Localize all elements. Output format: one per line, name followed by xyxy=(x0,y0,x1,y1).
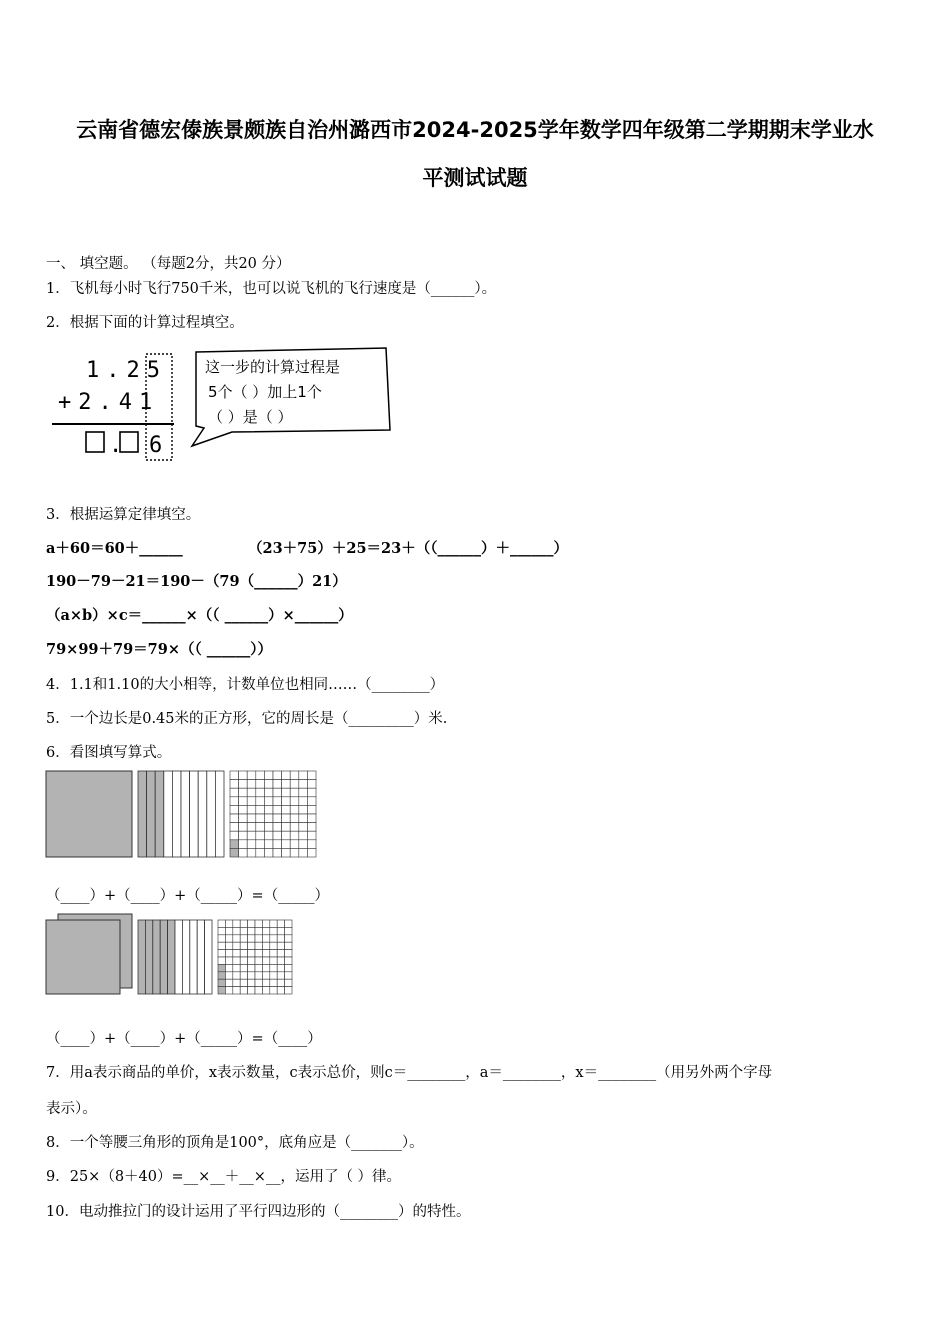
tenth-column xyxy=(205,920,212,994)
hundredth-cell xyxy=(255,979,262,986)
section-heading: 一、 填空题。 （每题2分，共20 分） xyxy=(46,256,291,272)
hundredth-cell xyxy=(225,964,232,971)
hundredth-cell xyxy=(230,780,239,789)
hundredth-cell xyxy=(262,957,269,964)
hundredth-cell xyxy=(248,935,255,942)
hundredth-cell xyxy=(239,823,248,832)
hundredth-cell xyxy=(277,927,284,934)
bubble-text-2: 5个（ ）加上1个 xyxy=(208,383,322,401)
svg-text:.: . xyxy=(109,433,123,458)
hundredth-cell xyxy=(239,848,248,857)
hundredth-cell xyxy=(233,979,240,986)
hundredth-cell xyxy=(270,927,277,934)
hundredth-cell xyxy=(239,797,248,806)
hundredth-cell xyxy=(230,848,239,857)
hundredth-cell xyxy=(239,831,248,840)
hundredth-cell xyxy=(247,848,256,857)
hundredth-cell xyxy=(255,935,262,942)
tenth-column xyxy=(175,920,182,994)
hundredth-cell xyxy=(290,788,299,797)
hundredth-cell xyxy=(247,823,256,832)
question-3-c: 190－79－21＝190－（79（______）21） xyxy=(46,573,347,590)
hundredth-cell xyxy=(299,771,308,780)
hundredth-cell xyxy=(256,780,265,789)
hundredth-cell xyxy=(290,780,299,789)
hundredth-cell xyxy=(225,957,232,964)
hundredth-cell xyxy=(255,927,262,934)
hundredth-cell xyxy=(225,979,232,986)
hundredth-cell xyxy=(273,831,282,840)
hundredth-cell xyxy=(282,797,291,806)
hundredth-cell xyxy=(264,797,273,806)
hundredth-cell xyxy=(233,957,240,964)
hundredth-cell xyxy=(240,979,247,986)
hundredth-cell xyxy=(225,987,232,994)
hundredth-cell xyxy=(277,920,284,927)
hundredth-cell xyxy=(248,942,255,949)
hundredth-cell xyxy=(247,771,256,780)
hundredth-cell xyxy=(262,964,269,971)
hundredth-cell xyxy=(239,771,248,780)
hundredth-cell xyxy=(299,780,308,789)
hundredth-cell xyxy=(248,979,255,986)
hundredth-cell xyxy=(277,950,284,957)
hundredth-cell xyxy=(256,805,265,814)
hundredth-cell xyxy=(218,972,225,979)
question-3-a: a＋60＝60＋______ xyxy=(46,540,183,557)
hundredth-cell xyxy=(225,927,232,934)
question-2: 2．根据下面的计算过程填空。 xyxy=(46,315,244,331)
hundredth-cell xyxy=(262,942,269,949)
hundredth-cell xyxy=(290,831,299,840)
hundredth-cell xyxy=(285,957,292,964)
hundredth-cell xyxy=(230,814,239,823)
addend-1: 1.25 xyxy=(86,358,167,383)
hundredth-cell xyxy=(262,979,269,986)
hundredth-cell xyxy=(264,823,273,832)
hundredth-cell xyxy=(248,972,255,979)
hundredth-cell xyxy=(239,840,248,849)
hundredth-cell xyxy=(290,840,299,849)
hundredth-cell xyxy=(307,797,316,806)
hundredth-cell xyxy=(307,805,316,814)
hundredth-cell xyxy=(270,964,277,971)
hundredth-cell xyxy=(262,927,269,934)
question-6: 6．看图填写算式。 xyxy=(46,745,172,761)
tenth-column xyxy=(138,920,145,994)
hundredth-cell xyxy=(273,805,282,814)
tenth-column xyxy=(190,771,199,857)
hundredth-cell xyxy=(277,942,284,949)
hundredth-cell xyxy=(240,935,247,942)
figure-2-expression: （____）+（____）+（_____）=（____） xyxy=(46,1031,322,1047)
hundredth-cell xyxy=(285,979,292,986)
hundredth-cell xyxy=(264,848,273,857)
hundredth-cell xyxy=(240,950,247,957)
hundredth-cell xyxy=(262,987,269,994)
title-line-1: 云南省德宏傣族景颇族自治州潞西市2024-2025学年数学四年级第二学期期末学业水 xyxy=(76,118,874,142)
hundredth-cell xyxy=(273,771,282,780)
hundredth-cell xyxy=(285,935,292,942)
ones-square xyxy=(46,920,120,994)
hundredth-cell xyxy=(240,942,247,949)
hundredth-cell xyxy=(218,935,225,942)
hundredth-cell xyxy=(307,840,316,849)
hundredth-cell xyxy=(273,814,282,823)
hundredth-cell xyxy=(285,950,292,957)
tenth-column xyxy=(215,771,224,857)
hundredth-cell xyxy=(307,788,316,797)
hundredth-cell xyxy=(240,964,247,971)
hundredth-cell xyxy=(262,972,269,979)
hundredth-cell xyxy=(282,805,291,814)
hundredth-cell xyxy=(285,972,292,979)
place-value-figure-2 xyxy=(46,912,331,997)
hundredth-cell xyxy=(277,957,284,964)
question-3: 3．根据运算定律填空。 xyxy=(46,507,201,523)
hundredth-cell xyxy=(240,920,247,927)
hundredth-cell xyxy=(240,987,247,994)
question-1: 1．飞机每小时飞行750千米，也可以说飞机的飞行速度是（______）。 xyxy=(46,281,497,297)
hundredth-cell xyxy=(307,831,316,840)
hundredth-cell xyxy=(299,805,308,814)
hundredth-cell xyxy=(270,987,277,994)
hundredth-cell xyxy=(264,831,273,840)
place-value-figure-1 xyxy=(46,771,316,846)
hundredth-cell xyxy=(239,814,248,823)
hundredth-cell xyxy=(277,972,284,979)
hundredth-cell xyxy=(282,780,291,789)
hundredth-cell xyxy=(218,987,225,994)
hundredth-cell xyxy=(270,920,277,927)
hundredth-cell xyxy=(299,797,308,806)
hundredth-cell xyxy=(218,942,225,949)
hundredth-cell xyxy=(248,950,255,957)
hundredth-cell xyxy=(264,805,273,814)
hundredth-cell xyxy=(273,780,282,789)
hundredth-cell xyxy=(282,771,291,780)
question-8: 8．一个等腰三角形的顶角是100°，底角应是（_______）。 xyxy=(46,1135,424,1151)
hundredth-cell xyxy=(277,964,284,971)
hundredth-cell xyxy=(225,935,232,942)
hundredth-cell xyxy=(256,788,265,797)
hundredth-cell xyxy=(256,840,265,849)
hundredth-cell xyxy=(233,927,240,934)
tenth-column xyxy=(153,920,160,994)
hundredth-cell xyxy=(255,987,262,994)
hundredth-cell xyxy=(247,840,256,849)
question-3-e: 79×99＋79＝79×（（ ______）） xyxy=(46,641,273,658)
hundredth-cell xyxy=(285,927,292,934)
hundredth-cell xyxy=(270,979,277,986)
hundredth-cell xyxy=(230,805,239,814)
hundredth-cell xyxy=(262,920,269,927)
tenth-column xyxy=(160,920,167,994)
hundredth-cell xyxy=(225,950,232,957)
hundredth-cell xyxy=(273,848,282,857)
hundredth-cell xyxy=(299,848,308,857)
hundredth-cell xyxy=(270,942,277,949)
hundredth-cell xyxy=(230,831,239,840)
hundredth-cell xyxy=(255,920,262,927)
hundredth-cell xyxy=(218,957,225,964)
hundredth-cell xyxy=(248,957,255,964)
hundredth-cell xyxy=(307,848,316,857)
hundredth-cell xyxy=(270,950,277,957)
hundredth-cell xyxy=(255,950,262,957)
hundredth-cell xyxy=(299,788,308,797)
hundredth-cell xyxy=(277,979,284,986)
hundredth-cell xyxy=(264,840,273,849)
hundredth-cell xyxy=(233,972,240,979)
hundredth-cell xyxy=(230,771,239,780)
hundredth-cell xyxy=(247,814,256,823)
hundredth-cell xyxy=(299,814,308,823)
hundredth-cell xyxy=(239,780,248,789)
question-10: 10．电动推拉门的设计运用了平行四边形的（________）的特性。 xyxy=(46,1204,471,1220)
hundredth-cell xyxy=(285,942,292,949)
hundredth-cell xyxy=(225,920,232,927)
hundredth-cell xyxy=(256,814,265,823)
hundredth-cell xyxy=(256,797,265,806)
hundredth-cell xyxy=(248,987,255,994)
hundredth-cell xyxy=(270,935,277,942)
hundredth-cell xyxy=(255,942,262,949)
hundredth-cell xyxy=(247,831,256,840)
hundredth-cell xyxy=(256,831,265,840)
hundredth-cell xyxy=(233,950,240,957)
hundredth-cell xyxy=(247,797,256,806)
hundredth-cell xyxy=(240,972,247,979)
hundredth-cell xyxy=(273,788,282,797)
hundredth-cell xyxy=(277,987,284,994)
hundredth-cell xyxy=(218,950,225,957)
hundredth-cell xyxy=(256,771,265,780)
hundredth-cell xyxy=(277,935,284,942)
tenth-column xyxy=(181,771,190,857)
hundredth-cell xyxy=(230,788,239,797)
tenth-column xyxy=(207,771,216,857)
question-5: 5．一个边长是0.45米的正方形，它的周长是（_________）米. xyxy=(46,711,448,727)
hundredth-cell xyxy=(299,831,308,840)
hundredth-cell xyxy=(255,964,262,971)
hundredth-cell xyxy=(285,987,292,994)
hundredth-cell xyxy=(262,950,269,957)
tenth-column xyxy=(164,771,173,857)
svg-text:6: 6 xyxy=(149,433,163,458)
tenth-column xyxy=(190,920,197,994)
hundredth-cell xyxy=(248,964,255,971)
bubble-text-3: （ ）是（ ） xyxy=(208,408,293,426)
hundredth-cell xyxy=(218,920,225,927)
hundredth-cell xyxy=(255,972,262,979)
hundredth-cell xyxy=(307,780,316,789)
tenth-column xyxy=(172,771,181,857)
hundredth-cell xyxy=(290,797,299,806)
hundredth-cell xyxy=(233,920,240,927)
hundredth-cell xyxy=(282,831,291,840)
hundredth-cell xyxy=(264,780,273,789)
question-3-b: （23＋75）＋25＝23＋（（______）＋______） xyxy=(248,540,568,557)
hundredth-cell xyxy=(262,935,269,942)
hundredth-cell xyxy=(282,788,291,797)
hundredth-cell xyxy=(240,927,247,934)
hundredth-cell xyxy=(247,788,256,797)
hundredth-cell xyxy=(282,840,291,849)
hundredth-cell xyxy=(256,848,265,857)
bubble-text-1: 这一步的计算过程是 xyxy=(205,358,341,376)
hundredth-cell xyxy=(255,957,262,964)
question-4: 4．1.1和1.10的大小相等，计数单位也相同……（________） xyxy=(46,677,445,693)
hundredth-cell xyxy=(299,823,308,832)
hundredth-cell xyxy=(230,840,239,849)
tenth-column xyxy=(197,920,204,994)
hundredth-cell xyxy=(285,964,292,971)
hundredth-cell xyxy=(270,957,277,964)
hundredth-cell xyxy=(233,935,240,942)
hundredth-cell xyxy=(290,848,299,857)
question-7-continued: 表示）。 xyxy=(46,1101,97,1117)
ones-square xyxy=(46,771,132,857)
hundredth-cell xyxy=(230,797,239,806)
hundredth-cell xyxy=(247,805,256,814)
tenth-column xyxy=(198,771,207,857)
tenth-column xyxy=(168,920,175,994)
tenth-column xyxy=(138,771,147,857)
hundredth-cell xyxy=(290,823,299,832)
hundredth-cell xyxy=(239,805,248,814)
hundredth-cell xyxy=(282,823,291,832)
hundredth-cell xyxy=(239,788,248,797)
tenth-column xyxy=(155,771,164,857)
hundredth-cell xyxy=(307,814,316,823)
tenth-column xyxy=(145,920,152,994)
hundredth-cell xyxy=(233,942,240,949)
addend-2: +2.41 xyxy=(58,390,160,415)
hundredth-cell xyxy=(233,964,240,971)
hundredth-cell xyxy=(233,987,240,994)
hundredth-cell xyxy=(247,780,256,789)
hundredth-cell xyxy=(218,964,225,971)
tenth-column xyxy=(147,771,156,857)
hundredth-cell xyxy=(218,927,225,934)
hundredth-cell xyxy=(256,823,265,832)
question-7: 7．用a表示商品的单价，x表示数量，c表示总价，则c＝________，a＝________，x＝________（用另外两个字母 xyxy=(46,1065,773,1081)
hundredth-cell xyxy=(282,814,291,823)
hundredth-cell xyxy=(290,805,299,814)
hundredth-cell xyxy=(225,972,232,979)
hundredth-cell xyxy=(285,920,292,927)
question-3-d: （a×b）×c＝______×（（ ______）×______） xyxy=(46,607,353,624)
hundredth-cell xyxy=(248,920,255,927)
hundredth-cell xyxy=(230,823,239,832)
hundredth-cell xyxy=(225,942,232,949)
hundredth-cell xyxy=(290,771,299,780)
question-9: 9．25×（8＋40）=__×__＋__×__，运用了（ ）律。 xyxy=(46,1169,402,1185)
hundredth-cell xyxy=(248,927,255,934)
title-line-2: 平测试试题 xyxy=(422,166,528,190)
hundredth-cell xyxy=(307,771,316,780)
hundredth-cell xyxy=(307,823,316,832)
hundredth-cell xyxy=(264,771,273,780)
hundredth-cell xyxy=(299,840,308,849)
tenth-column xyxy=(182,920,189,994)
hundredth-cell xyxy=(273,840,282,849)
hundredth-cell xyxy=(290,814,299,823)
hundredth-cell xyxy=(264,814,273,823)
figure-1-expression: （____）+（____）+（_____）=（_____） xyxy=(46,888,329,904)
hundredth-cell xyxy=(264,788,273,797)
hundredth-cell xyxy=(240,957,247,964)
hundredth-cell xyxy=(282,848,291,857)
hundredth-cell xyxy=(273,797,282,806)
hundredth-cell xyxy=(218,979,225,986)
hundredth-cell xyxy=(270,972,277,979)
hundredth-cell xyxy=(273,823,282,832)
